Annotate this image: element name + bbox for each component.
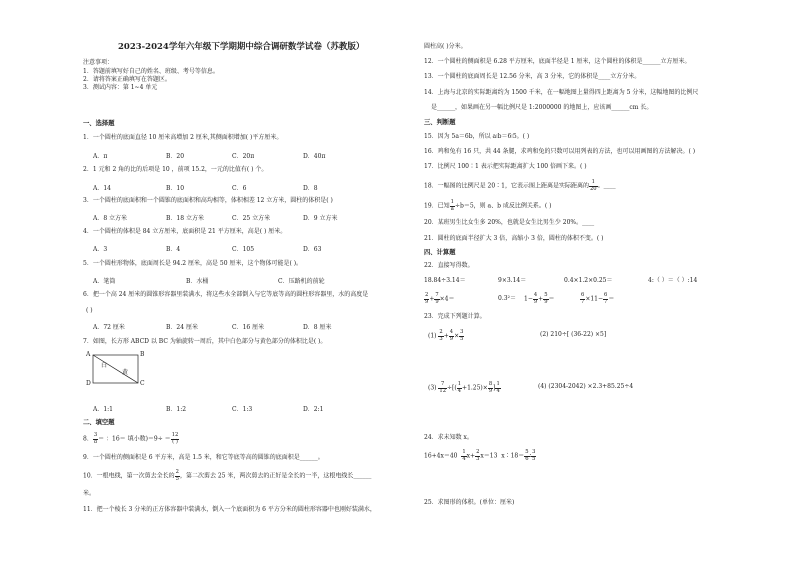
question-8: 8． $\frac{3}{8}$ ＝ ：16＝ 填小数)＝9÷ ＝ $\frac{12}{( )}$ [83, 432, 179, 445]
notice-line: 2．请将答案正确填写在答题区。 [83, 76, 171, 83]
option[interactable]: C．压路机的前轮 [278, 278, 325, 285]
answer-blank[interactable]: ( ) [86, 307, 93, 314]
option[interactable]: B．10 [166, 185, 185, 192]
notice-line: 1．答题前填写好自己的姓名、班级、考号等信息。 [83, 68, 219, 75]
calc-item: 1− $\frac{4}{9}$ + $\frac{5}{9}$ ＝ [524, 292, 555, 305]
calc-item: (3) $\frac{7}{12}$ ÷[( $\frac{1}{4}$ +1.25)× $\frac{8}{9}$ ] $\frac{1}{4}$ [428, 381, 500, 394]
figure-label: 白 [101, 362, 108, 369]
option[interactable]: B．4 [166, 246, 181, 253]
option[interactable]: D．40π [303, 153, 326, 160]
question-16: 16．鸡和兔有 16 只，共 44 条腿，求鸡和兔的只数可以用列表的方法，也可以用画图的方法解决。( ) [424, 148, 696, 155]
question-13: 13．一个圆柱的底面周长是 12.56 分米，高 3 分米，它的体积是____立方分米。 [424, 73, 641, 80]
option[interactable]: A．14 [93, 185, 111, 192]
question-10-cont: 米。 [83, 490, 96, 497]
option[interactable]: C．20π [232, 153, 255, 160]
question-17: 17．比例尺 100∶1 表示把实际距离扩大 100 倍画下来。( ) [424, 163, 587, 170]
question-7: 7．如图，长方形 ABCD 以 BC 为轴旋转一周后，其中白色部分与黄色部分的体积比是( )。 [83, 338, 327, 345]
question-11-cont: 圆柱高( )分米。 [424, 43, 467, 50]
question-2: 2．1 元和 2 角的比的后项是 10 ，前项 15.2，一元的比值有( ) 个。 [83, 166, 268, 173]
calc-item: 18.84÷3.14＝ [424, 277, 466, 284]
question-6: 6．把一个高 24 厘米的圆锥形容器里装满水，将这些水全部倒入与它等底等高的圆柱形容器里，水的高度是 [83, 291, 369, 298]
option[interactable]: D．8 厘米 [303, 324, 332, 331]
question-4: 4．一个圆柱的体积是 84 立方厘米，底面积是 21 平方厘米，高是( ) 厘米。 [83, 228, 287, 235]
calc-item: (2) 210÷[ (36-22) ×5] [540, 331, 607, 338]
calc-item: 9×3.14＝ [498, 277, 527, 284]
option[interactable]: A．8 立方米 [93, 215, 128, 222]
question-14: 14．上海与北京的实际距离约为 1500 千米，在一幅地图上量得四上距离为 5 分米，这幅地图的比例尺 [424, 89, 699, 96]
option[interactable]: B．1:2 [166, 406, 187, 413]
option[interactable]: C．105 [232, 246, 255, 253]
option[interactable]: D．2:1 [303, 406, 324, 413]
question-5: 5．一个圆柱形物体，底面周长是 94.2 厘米，高是 50 厘米，这个物体可能是( )。 [83, 260, 303, 267]
question-11: 11．把一个棱长 3 分米的正方体容器中装满水，倒入一个底面积为 6 平方分米的圆柱形容器中也刚好装满水， [83, 506, 376, 513]
question-10: 10．一根电线，第一次剪去全长的 $\frac{2}{5}$ ，第二次剪去 25 米，两次剪去的正好是全长的一半，这根电线长______ [83, 469, 372, 482]
calc-item: 0.4×1.2×0.25＝ [564, 277, 613, 284]
question-9: 9．一个圆柱的侧面积是 6 平方米，高是 1.5 米，和它等底等高的圆锥的底面积是______。 [83, 454, 324, 461]
question-19: 19．已知 $\frac{1}{a}$ ÷b＝5，则 a、b 成反比例关系。( ) [424, 199, 552, 212]
option[interactable]: A．3 [93, 246, 108, 253]
question-25: 25．求图形的体积。(单位：厘米) [424, 499, 515, 506]
question-21: 21．圆柱的底面半径扩大 3 倍，高缩小 3 倍，圆柱的体积不变。( ) [424, 235, 604, 242]
notice-heading: 注意事项： [83, 59, 114, 66]
calc-item: 0.3²＝ [498, 295, 516, 302]
figure-label: B [140, 351, 145, 358]
option[interactable]: C．6 [232, 185, 247, 192]
question-24: 24．求未知数 x。 [424, 434, 473, 441]
calc-item: $\frac{2}{9}$ + $\frac{7}{9}$ ×4＝ [425, 292, 455, 305]
question-12: 12．一个圆柱的侧面积是 6.28 平方厘米，底面半径是 1 厘米，这个圆柱的体积是______立方厘米。 [424, 58, 691, 65]
figure-label: C [140, 380, 145, 387]
figure-label: D [86, 380, 91, 387]
option[interactable]: B．水桶 [186, 278, 209, 285]
calc-item: (1) $\frac{2}{3}$ + $\frac{4}{9}$ × $\frac{3}{5}$ [428, 329, 464, 342]
option[interactable]: A．π [93, 153, 108, 160]
section-heading: 二、填空题 [83, 419, 115, 426]
option[interactable]: D．8 [303, 185, 318, 192]
calc-item: (4) (2304-2042) ×2.3+85.25÷4 [538, 383, 634, 390]
equation-item: 16+4x＝40 $\frac{1}{4}$ x+ $\frac{2}{3}$ x＝13 x∶18＝ $\frac{5}{6}$ ∶ $\frac{3}{5}$ [424, 449, 536, 462]
question-22: 22．直接写得数。 [424, 262, 474, 269]
question-18: 18．一幅图的比例尺是 20∶1，它表示图上距离是实际距离的 $\frac{1}{20}$ 。____ [424, 179, 616, 192]
option[interactable]: A．笔筒 [93, 278, 116, 285]
option[interactable]: C．1:3 [232, 406, 253, 413]
question-14-cont: 是______，如果画在另一幅比例尺是 1:2000000 的地图上，应该画______cm 长。 [431, 104, 653, 111]
question-3: 3．一个圆柱的底面积和一个圆锥的底面积和高均相等，体积相差 12 立方米，圆柱的体积是( ) [83, 197, 333, 204]
option[interactable]: D．63 [303, 246, 322, 253]
option[interactable]: A．72 厘米 [93, 324, 125, 331]
option[interactable]: A．1:1 [93, 406, 113, 413]
section-heading: 三、判断题 [424, 119, 456, 126]
option[interactable]: C．25 立方米 [232, 215, 271, 222]
exam-title: 2023-2024学年六年级下学期期中综合调研数学试卷（苏教版） [118, 42, 365, 52]
option[interactable]: B．18 立方米 [166, 215, 204, 222]
option[interactable]: C．16 厘米 [232, 324, 265, 331]
option[interactable]: D．9 立方米 [303, 215, 338, 222]
calc-item: $\frac{6}{7}$ ×11− $\frac{6}{7}$ ＝ [581, 292, 615, 305]
option[interactable]: B．24 厘米 [166, 324, 198, 331]
question-20: 20．某班男生比女生多 20%，也就是女生比男生少 20%。____ [424, 219, 595, 226]
calc-item: 4:（ ）＝（ ）:14 [648, 277, 698, 284]
figure-label: A [86, 351, 91, 358]
option[interactable]: B．20 [166, 153, 185, 160]
question-23: 23．完成下列题计算。 [424, 313, 486, 320]
section-heading: 一、选择题 [83, 120, 115, 127]
section-heading: 四、计算题 [424, 249, 456, 256]
question-1: 1．一个圆柱的底面直径 10 厘米高增加 2 厘米,其侧面积增加( )平方厘米。 [83, 134, 283, 141]
notice-line: 3．测试内容：第 1~4 单元 [83, 84, 158, 91]
question-15: 15．因为 5a＝6b，所以 a∶b＝6∶5。( ) [424, 133, 530, 140]
figure-label: 黄 [122, 369, 129, 376]
